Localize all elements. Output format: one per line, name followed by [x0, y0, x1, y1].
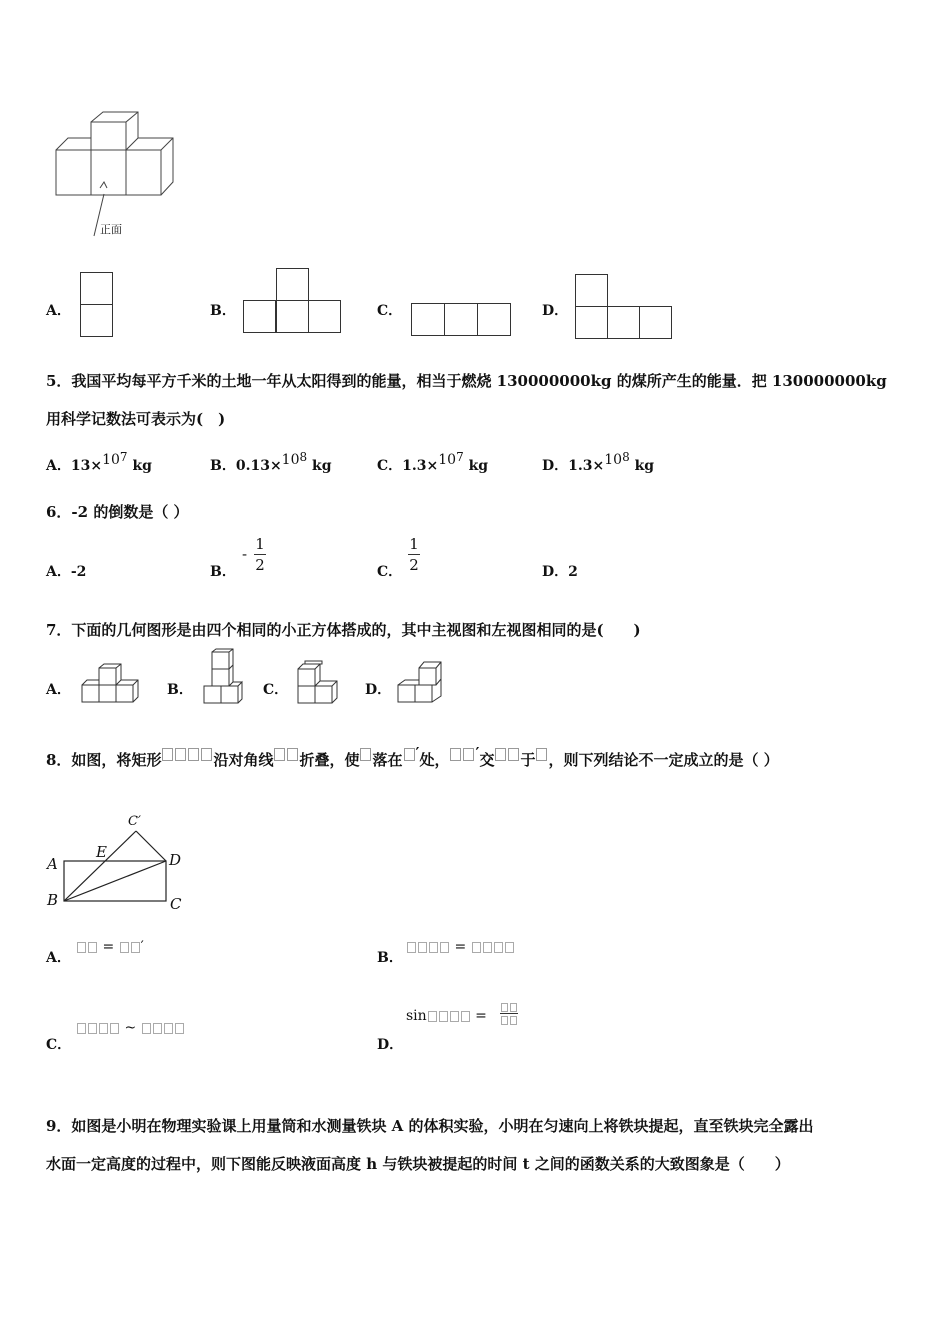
- q5-stem-line1: 5．我国平均每平方千米的土地一年从太阳得到的能量，相当于燃烧 130000000kg 的煤所产生的能量．把 130000000kg: [46, 372, 887, 390]
- q8-label-e: E: [96, 843, 107, 861]
- q7-option-d-figure: [396, 658, 444, 706]
- q8-option-d-fraction: [500, 1002, 518, 1025]
- q5-option-d[interactable]: [542, 450, 655, 475]
- q6-stem: 6．-2 的倒数是（ ）: [46, 503, 189, 521]
- q8-part-8: ，则下列结论不一定成立的是（ ）: [548, 751, 779, 769]
- q5-b-label: B．: [210, 458, 236, 474]
- q5-a-base: 10: [102, 452, 120, 468]
- q5-b-coef: 0.13×: [235, 458, 282, 474]
- q5-a-coef: 13×: [70, 458, 103, 474]
- q6-option-b-label[interactable]: B．: [210, 564, 236, 580]
- q4-option-b-label[interactable]: B．: [210, 303, 236, 319]
- q8-part-4: 落在: [372, 751, 403, 769]
- q7-option-a-label[interactable]: A．: [46, 682, 71, 698]
- q7-option-a-figure: [80, 663, 142, 705]
- front-label: 正面: [100, 223, 122, 236]
- q8-part-5: 处，: [419, 751, 450, 769]
- q6-d-value: 2: [568, 564, 578, 580]
- q8-option-b-expr: [406, 939, 515, 955]
- q5-a-label: A．: [46, 458, 71, 474]
- q6-c-fraction: [408, 535, 420, 574]
- q5-b-unit: kg: [312, 458, 332, 474]
- q5-d-label: D．: [542, 458, 569, 474]
- q5-c-unit: kg: [468, 458, 489, 474]
- q7-option-b-label[interactable]: B．: [167, 682, 193, 698]
- q8-option-d-label[interactable]: D．: [377, 1037, 404, 1053]
- q8-label-c: C: [170, 895, 182, 913]
- q8-label-a: A: [47, 855, 58, 873]
- q4-option-c-label[interactable]: C．: [377, 303, 403, 319]
- q8-label-d: D: [169, 851, 182, 869]
- q8-part-2: 沿对角线: [213, 751, 274, 769]
- q7-option-b-figure: [202, 648, 246, 706]
- q7-stem: 7．下面的几何图形是由四个相同的小正方体搭成的，其中主视图和左视图相同的是( ): [46, 621, 641, 639]
- q8-option-c-expr: [76, 1020, 185, 1036]
- q6-b-sign: -: [242, 545, 248, 563]
- q5-option-a[interactable]: [46, 450, 152, 475]
- q4-option-a-figure: [80, 272, 114, 338]
- q4-option-b-figure: [243, 268, 343, 334]
- q9-stem-line1: 9．如图是小明在物理实验课上用量筒和水测量铁块 A 的体积实验，小明在匀速向上将铁块提起，直至铁块完全露出: [46, 1117, 814, 1135]
- q5-d-base: 10: [604, 452, 623, 468]
- q8-label-b: B: [47, 891, 59, 909]
- q8-part-6: 交: [479, 751, 495, 769]
- q5-c-exp: 7: [456, 450, 464, 464]
- q6-a-label: A．: [46, 564, 71, 580]
- q9-stem-line2: 水面一定高度的过程中，则下图能反映液面高度 h 与铁块被提起的时间 t 之间的函数关系的大致图象是（ ）: [46, 1155, 790, 1173]
- q8-option-c-label[interactable]: C．: [46, 1037, 72, 1053]
- q4-option-d-label[interactable]: D．: [542, 303, 569, 319]
- q4-option-d-figure: [575, 274, 675, 340]
- q4-option-c-figure: [411, 303, 513, 337]
- q8-a-eq: =: [102, 939, 119, 955]
- q5-b-exp: 8: [299, 450, 308, 464]
- q5-c-base: 10: [438, 452, 457, 468]
- q6-a-value: -2: [70, 564, 87, 580]
- q4-option-a-label[interactable]: A．: [46, 303, 71, 319]
- q5-option-b[interactable]: [210, 450, 332, 475]
- q5-stem-line2: 用科学记数法可表示为( ): [46, 410, 226, 428]
- q8-option-b-label[interactable]: B．: [377, 950, 403, 966]
- q6-b-den: 2: [255, 556, 265, 574]
- q8-b-eq: =: [454, 939, 471, 955]
- q6-option-a[interactable]: [46, 561, 86, 581]
- q8-part-3: 折叠，使: [299, 751, 360, 769]
- q5-a-unit: kg: [132, 458, 152, 474]
- q7-option-c-label[interactable]: C．: [263, 682, 289, 698]
- q8-label-cprime: C′: [128, 814, 141, 829]
- q8-d-sin: sin: [406, 1008, 427, 1024]
- q6-b-num: 1: [255, 535, 265, 553]
- q6-option-c-label[interactable]: C．: [377, 564, 403, 580]
- q5-d-unit: kg: [634, 458, 655, 474]
- q5-d-exp: 8: [622, 450, 630, 464]
- q8-option-a-label[interactable]: A．: [46, 950, 71, 966]
- q5-a-exp: 7: [119, 450, 128, 464]
- q8-option-a-expr: = ′: [76, 939, 144, 955]
- q8-part-7: 于: [520, 751, 536, 769]
- q8-part-1: 8．如图，将矩形: [46, 751, 162, 769]
- q5-option-c[interactable]: [377, 450, 489, 475]
- q5-c-label: C．: [377, 458, 403, 474]
- q5-d-coef: 1.3×: [568, 458, 605, 474]
- q8-c-sim: ~: [124, 1020, 141, 1036]
- q8-d-eq: =: [475, 1008, 487, 1024]
- q6-option-d[interactable]: [542, 561, 578, 581]
- q5-b-base: 10: [281, 452, 300, 468]
- q5-c-coef: 1.3×: [402, 458, 439, 474]
- q6-c-num: 1: [409, 535, 419, 553]
- q7-option-d-label[interactable]: D．: [365, 682, 392, 698]
- q8-stem: 8．如图，将矩形 沿对角线 折叠，使 落在 ′处， ′交 于 ，则下列结论不一定成立的是（ ）: [46, 744, 779, 769]
- q6-d-label: D．: [542, 564, 569, 580]
- q7-option-c-figure: [296, 660, 344, 708]
- q8-option-d-expr: [406, 1008, 487, 1024]
- q6-c-den: 2: [409, 556, 419, 574]
- q6-b-fraction: [254, 535, 266, 574]
